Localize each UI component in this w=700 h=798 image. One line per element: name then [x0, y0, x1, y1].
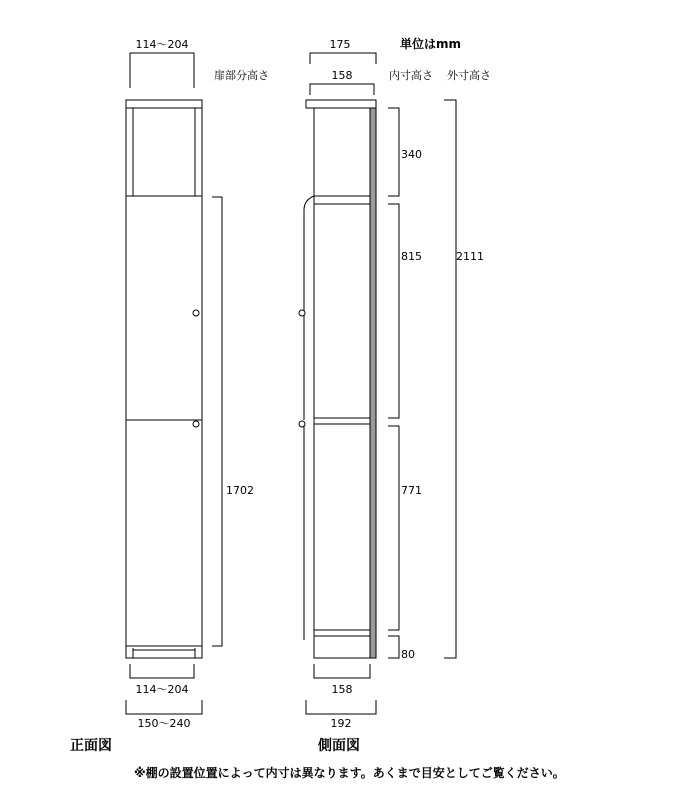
side-top-outer-depth-label: 175	[329, 38, 351, 51]
side-inner-height-bracket-4	[388, 636, 399, 658]
front-outer-width-label: 150～240	[137, 717, 191, 730]
inner-height-header: 内寸高さ	[389, 69, 433, 82]
side-view	[299, 38, 484, 754]
side-shelf-2	[314, 418, 370, 424]
side-bottom-outer-depth-label: 192	[330, 717, 352, 730]
front-view	[70, 38, 254, 754]
side-view-title: 側面図	[318, 738, 360, 754]
side-outer-height-line	[444, 100, 456, 658]
side-top-inner-depth-label: 158	[331, 69, 353, 82]
side-inner-height-3: 771	[401, 484, 422, 497]
front-upper-door-knob	[193, 310, 199, 316]
front-top-width-line	[130, 53, 194, 88]
front-plinth	[126, 646, 202, 658]
front-lower-door-knob	[193, 421, 199, 427]
side-inner-height-bracket-2	[388, 204, 399, 418]
side-outer-height-label: 2111	[456, 250, 484, 263]
side-top-outer-depth-line	[310, 53, 376, 64]
side-upper-door-knob	[299, 310, 305, 316]
front-bottom-inner-width-line	[130, 664, 194, 678]
side-cabinet-outline	[314, 108, 370, 658]
side-bottom-inner-depth-label: 158	[331, 683, 353, 696]
front-door-height-label: 1702	[226, 484, 254, 497]
side-inner-height-1: 340	[401, 148, 422, 161]
side-upper-door	[304, 196, 314, 420]
side-inner-height-bracket-1	[388, 108, 399, 196]
front-door-height-line	[212, 197, 222, 646]
side-top-inner-depth-line	[310, 84, 374, 95]
front-bottom-inner-width-label: 114～204	[135, 683, 189, 696]
side-bottom-outer-depth-line	[306, 700, 376, 714]
front-cabinet-outline	[126, 100, 202, 658]
side-lower-door-knob	[299, 421, 305, 427]
side-top-board	[306, 100, 376, 108]
footnote: ※棚の設置位置によって内寸は異なります。あくまで目安としてご覧ください。	[134, 766, 565, 780]
door-height-header: 扉部分高さ	[214, 69, 269, 82]
front-top-width-label: 114～204	[135, 38, 189, 51]
front-outer-width-line	[126, 700, 202, 714]
side-bottom-board	[314, 630, 370, 636]
side-inner-height-4: 80	[401, 648, 415, 661]
unit-label: 単位はmm	[400, 37, 462, 51]
side-back-panel	[370, 108, 376, 658]
front-top-board	[126, 100, 202, 108]
side-shelf-1	[314, 196, 370, 204]
side-inner-height-2: 815	[401, 250, 422, 263]
side-bottom-inner-depth-line	[314, 664, 370, 678]
front-view-title: 正面図	[70, 738, 112, 754]
outer-height-header: 外寸高さ	[447, 69, 491, 82]
side-inner-height-bracket-3	[388, 426, 399, 630]
